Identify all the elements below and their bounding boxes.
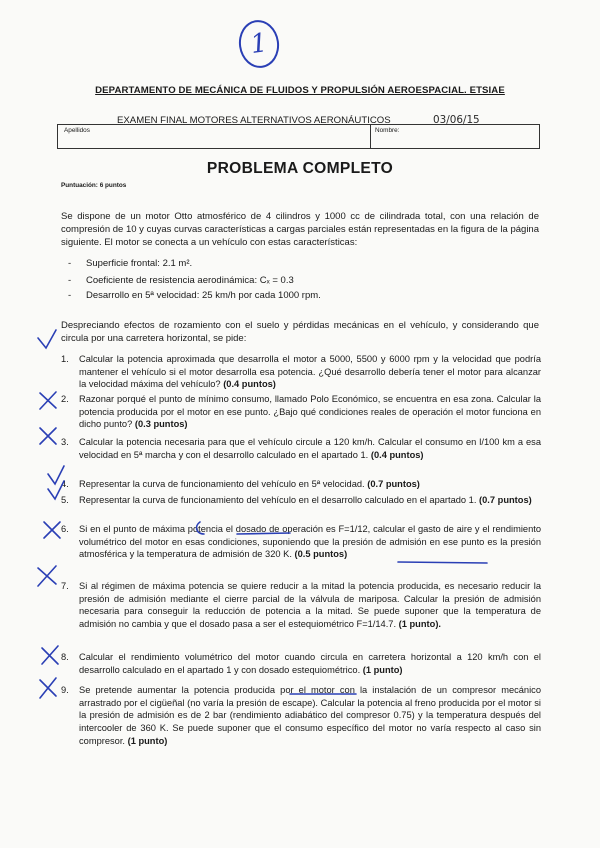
cross-mark-icon [40,392,56,409]
check-mark-icon [38,330,56,348]
underline-mark [398,562,487,563]
spec-item: - Coeficiente de resistencia aerodinámica: Cₓ = 0.3 [68,275,294,286]
box-divider [370,125,371,148]
question-2: 2. Razonar porqué el punto de mínimo consumo, llamado Polo Económico, se encuentra en esa zona. Calcular la potencia producida por el motor en ese punto. ¿Bajo qué condiciones reales de operación el motor funciona en dicho punto? (0.3 puntos) [61,394,541,430]
question-4: 4. Representar la curva de funcionamiento del vehículo en 5ª velocidad. (0.7 puntos) [61,479,420,489]
question-1: 1. Calcular la potencia aproximada que desarrolla el motor a 5000, 5500 y 6000 rpm y la velocidad que podría mantener el vehículo si el motor desarrolla esa potencia. ¿Qué desarrollo debería tener el motor para alcanzar la velocidad máxima del vehículo? (0.4 puntos) [61,354,541,390]
question-7: 7. Si al régimen de máxima potencia se quiere reducir a la mitad la potencia producida, es necesario reducir la presión de admisión mediante el cierre parcial de la válvula de mariposa. Calcular la presión de admisión necesaria para conseguir la reducción de potencia a la mitad. Se puede suponer que la temperatura de admisión no cambia y que el dosado pasa a ser el estequiométrico F=1/14.7. (1 punto). [61,581,541,630]
department-header: DEPARTAMENTO DE MECÁNICA DE FLUIDOS Y PROPULSIÓN AEROESPACIAL. ETSIAE [95,85,505,96]
cross-mark-icon [38,566,56,586]
lead-in-paragraph: Despreciando efectos de rozamiento con el suelo y pérdidas mecánicas en el vehículo, y considerando que circula por una carretera horizontal, se pide: [61,320,539,344]
question-6: 6. Si en el punto de máxima potencia el dosado de operación es F=1/12, calcular el gasto de aire y el rendimiento volumétrico del motor en esas condiciones, suponiendo que la presión de admisión en ese punto es la presión atmosférica y la temperatura de admisión de 320 K. (0.5 puntos) [61,524,541,560]
intro-paragraph: Se dispone de un motor Otto atmosférico de 4 cilindros y 1000 cc de cilindrada total, con una relación de compresión de 10 y cuyas curvas características a cargas parciales están representadas en la figura de la página siguiente. El motor se conecta a un vehículo con estas características: [61,211,539,248]
cross-mark-icon [44,522,60,538]
spec-item: - Desarrollo en 5ª velocidad: 25 km/h por cada 1000 rpm. [68,290,321,301]
name-label: Nombre: [375,127,400,134]
exam-date: 03/06/15 [433,114,480,126]
surname-label: Apellidos [64,127,90,134]
cross-mark-icon [40,678,56,698]
question-8: 8. Calcular el rendimiento volumétrico del motor cuando circula en carretera horizontal a 120 km/h con el desarrollo calculado en el apartado 1 y con dosado estequiométrico. (1 punto) [61,652,541,675]
score-label: Puntuación: 6 puntos [61,182,127,189]
page-number-handwritten: 1 [236,17,282,70]
cross-mark-icon [42,646,58,664]
question-3: 3. Calcular la potencia necesaria para que el vehículo circule a 120 km/h. Calcular el consumo en l/100 km a esa velocidad en 5ª marcha y con el desarrollo calculado en el apartado 1. (0.4 puntos) [61,437,541,460]
student-info-box [57,124,540,149]
question-9: 9. Se pretende aumentar la potencia producida por el motor con la instalación de un compresor mecánico arrastrado por el cigüeñal (no varía la presión de escape). Calcular la potencia al freno producida por el motor si la presión de admisión es de 2 bar (rendimiento adiabático del compresor 0.75) y la temperatura después del intercooler de 360 K. Se puede suponer que el consumo específico del motor no varía respecto al caso sin compresor. (1 punto) [61,685,541,746]
spec-item: - Superficie frontal: 2.1 m². [68,258,193,269]
question-5: 5. Representar la curva de funcionamiento del vehículo en el desarrollo calculado en el apartado 1. (0.7 puntos) [61,495,532,505]
exam-title: EXAMEN FINAL MOTORES ALTERNATIVOS AERONÁUTICOS [117,115,391,126]
cross-mark-icon [40,428,56,444]
problem-title: PROBLEMA COMPLETO [206,160,394,177]
